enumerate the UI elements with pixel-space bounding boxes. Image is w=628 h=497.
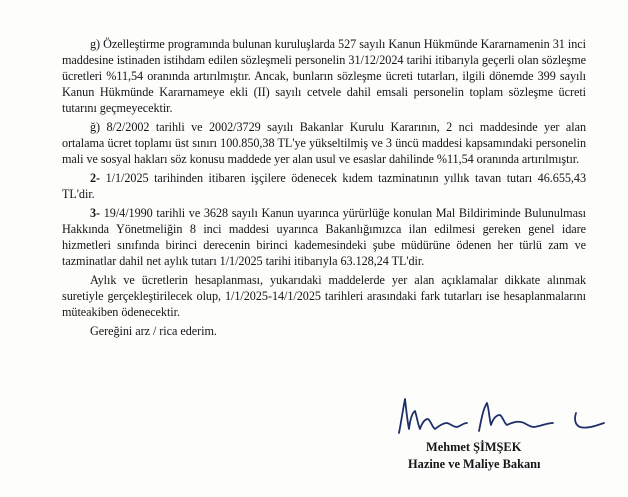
paragraph-salary-note	[62, 272, 586, 320]
paragraph-item-2	[62, 170, 586, 202]
signature-stroke	[575, 413, 604, 428]
paragraph-prefix: 3-	[90, 206, 101, 220]
signer-name: Mehmet ŞİMŞEK	[426, 440, 522, 454]
paragraph-prefix: 2-	[90, 171, 101, 185]
paragraph-item-3	[62, 205, 586, 269]
signature-stroke	[399, 399, 467, 433]
paragraph-text: Gereğini arz / rica ederim.	[90, 324, 217, 338]
paragraph-g	[62, 36, 586, 116]
paragraph-text: ğ) 8/2/2002 tarihli ve 2002/3729 sayılı Bakanlar Kurulu Kararının, 2 nci maddesinde yer alan ortalama ücret toplamı üst sınırı 100.850,38 TL'ye yükseltilmiş ve 3 üncü maddesi kapsamındaki personelin mali ve sosyal hakları söz konusu maddede yer alan usul ve esaslar dahilinde %11,54 oranında artırılmıştır.	[62, 120, 586, 166]
paragraph-closing	[62, 323, 586, 339]
signer-title: Hazine ve Maliye Bakanı	[408, 457, 541, 471]
document-body	[62, 36, 586, 339]
paragraph-text: Aylık ve ücretlerin hesaplanması, yukarıdaki maddelerde yer alan açıklamalar dikkate alınmak suretiyle gerçekleştirilecek olup, 1/1/2025-14/1/2025 tarihleri arasındaki fark tutarları ise hesaplanmalarını müteakiben ödenecektir.	[62, 273, 586, 319]
paragraph-text: g) Özelleştirme programında bulunan kuruluşlarda 527 sayılı Kanun Hükmünde Kararnamenin 31 inci maddesine istinaden istihdam edilen sözleşmeli personelin 31/12/2024 tarihi itibarıyla geçerli olan sözleşme ücretleri %11,54 oranında artırılmıştır. Ancak, bunların sözleşme ücreti tutarları, ilgili dönemde 399 sayılı Kanun Hükmünde Kararnameye ekli (II) sayılı cetvele dahil emsali personelin toplam sözleşme ücreti tutarını geçmeyecektir.	[62, 37, 586, 115]
paragraph-text: 1/1/2025 tarihinden itibaren işçilere ödenecek kıdem tazminatının yıllık tavan tutarı 46.655,43 TL'dir.	[62, 171, 586, 201]
handwritten-signature	[395, 393, 610, 441]
paragraph-g-breve	[62, 119, 586, 167]
signature-stroke	[479, 403, 553, 431]
paragraph-text: 19/4/1990 tarihli ve 3628 sayılı Kanun uyarınca yürürlüğe konulan Mal Bildiriminde Bulunulması Hakkında Yönetmeliğin 8 inci maddesi uyarınca Bakanlığımızca ilan edilmesi gereken genel idare hizmetleri sınıfında birinci derecenin birinci kademesindeki şube müdürüne ödenen her türlü zam ve tazminatlar dahil net aylık tutarı 1/1/2025 tarihi itibarıyla 63.128,24 TL'dir.	[62, 206, 586, 268]
